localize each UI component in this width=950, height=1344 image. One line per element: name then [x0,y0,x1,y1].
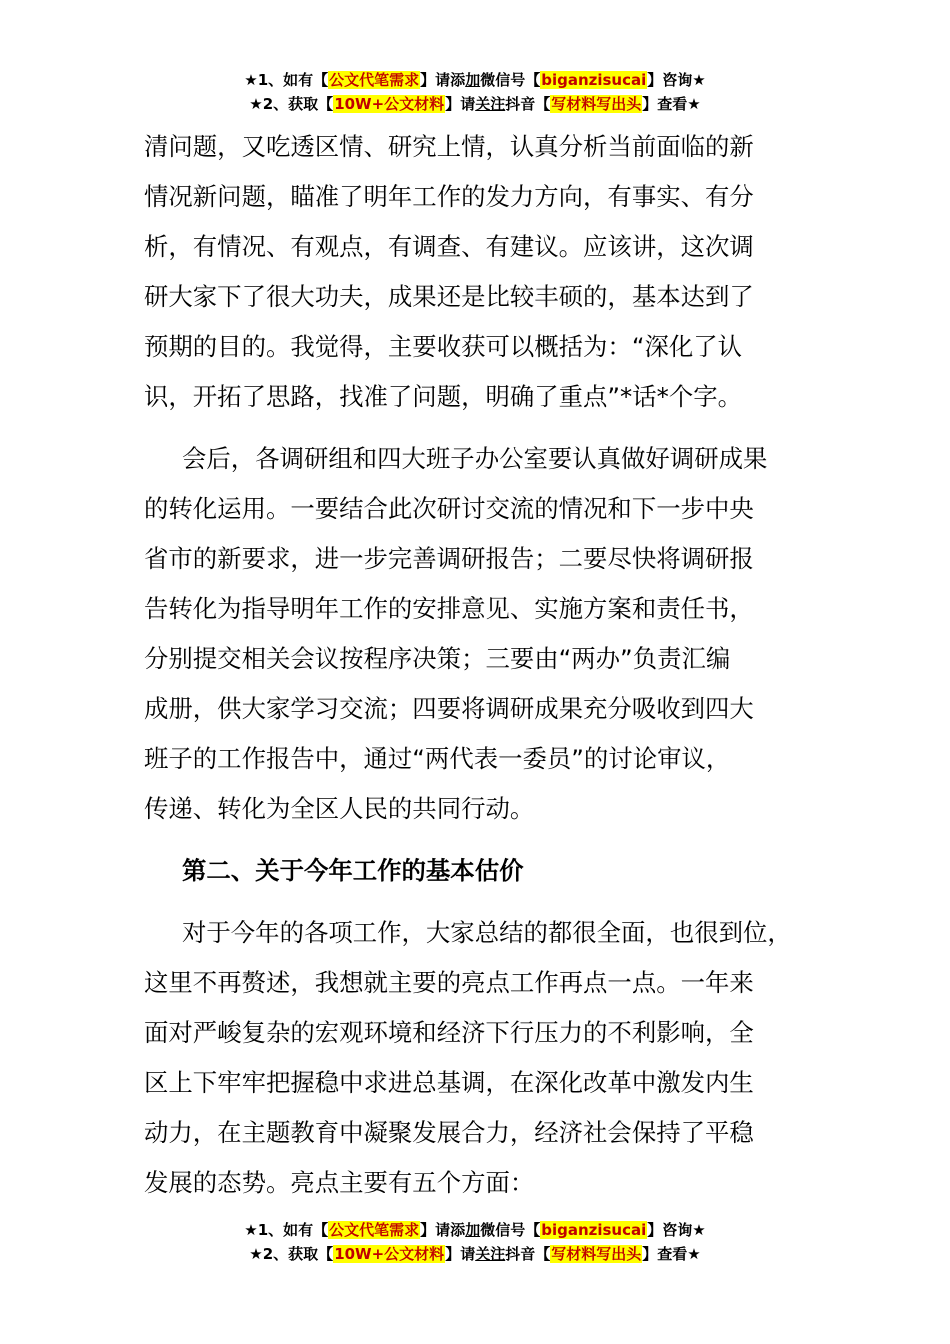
banner-wechat-id: biganzisucai [541,71,647,89]
banner-text: 抖音【 [505,95,551,113]
banner-highlight: 10W+公文材料 [334,95,445,113]
banner-underlined: 加 [465,71,481,89]
banner-highlight: 公文代笔需求 [329,1221,420,1239]
banner-text: 】查看★ [642,1245,701,1263]
banner-highlight: 公文代笔需求 [329,71,420,89]
banner-highlight: 10W+公文材料 [334,1245,445,1263]
banner-text: 微信号【 [480,1221,541,1239]
banner-text: ★1、如有【 [244,1221,329,1239]
footer-line-1 [0,1218,950,1242]
banner-line-1 [0,68,950,92]
banner-douyin-id: 写材料写出头 [551,1245,642,1263]
banner-text: 抖音【 [505,1245,551,1263]
paragraph-2: 会后，各调研组和四大班子办公室要认真做好调研成果 的转化运用。一要结合此次研讨交流的情况和下一步中央 省市的新要求，进一步完善调研报告；二要尽快将调研报 告转化为指导明年工作的安排意见、实施方案和责任书， 分别提交相关会议按程序决策；三要由“两办”负责汇编 成册，供大家学习交流；四要将调研成果充分吸收到四大 班子的工作报告中，通过“两代表一委员”的讨论审议， 传递、转化为全区人民的共同行动。 [144,444,768,823]
section-heading: 第二、关于今年工作的基本估价 [182,856,524,885]
banner-line-2 [0,92,950,116]
banner-text: 】请 [445,1245,476,1263]
banner-text: 微信号【 [480,71,541,89]
banner-underlined: 关注 [475,1245,506,1263]
footer-line-2 [0,1242,950,1266]
paragraph-3: 对于今年的各项工作，大家总结的都很全面，也很到位， 这里不再赘述，我想就主要的亮点工作再点一点。一年来 面对严峻复杂的宏观环境和经济下行压力的不利影响，全 区上下牢牢把握稳中求进总基调，在深化改革中激发内生 动力，在主题教育中凝聚发展合力，经济社会保持了平稳 发展的态势。亮点主要有五个方面： [144,918,792,1197]
banner-text: 】咨询★ [647,71,706,89]
banner-text: 】请 [445,95,476,113]
document-body [144,122,830,1208]
banner-text: 】请添 [420,1221,466,1239]
banner-douyin-id: 写材料写出头 [551,95,642,113]
banner-wechat-id: biganzisucai [541,1221,647,1239]
header-banner [0,68,950,116]
banner-text: 】查看★ [642,95,701,113]
paragraph-1: 清问题，又吃透区情、研究上情，认真分析当前面临的新 情况新问题，瞄准了明年工作的发力方向，有事实、有分 析，有情况、有观点，有调查、有建议。应该讲，这次调 研大家下了很大功夫，成果还是比较丰硕的，基本达到了 预期的目的。我觉得，主要收获可以概括为：“深化了认 识，开拓了思路，找准了问题，明确了重点”*话*个字。 [144,132,754,411]
banner-text: ★1、如有【 [244,71,329,89]
banner-underlined: 加 [465,1221,481,1239]
banner-text: ★2、获取【 [249,95,334,113]
footer-banner [0,1218,950,1266]
banner-text: 】请添 [420,71,466,89]
banner-underlined: 关注 [475,95,506,113]
banner-text: ★2、获取【 [249,1245,334,1263]
banner-text: 】咨询★ [647,1221,706,1239]
